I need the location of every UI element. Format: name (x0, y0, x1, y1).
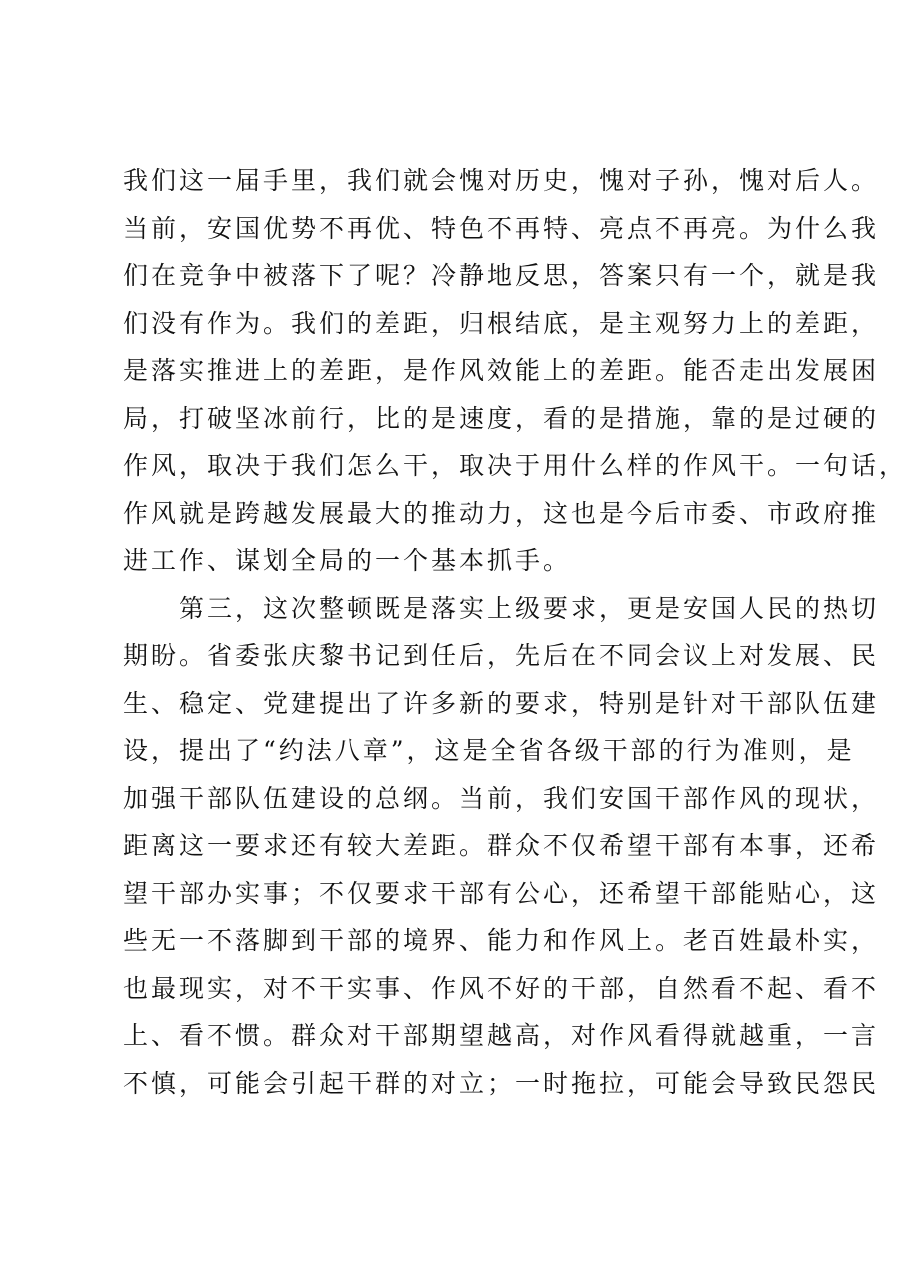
text-line: 望干部办实事；不仅要求干部有公心，还希望干部能贴心，这 (123, 878, 880, 908)
text-line: 们没有作为。我们的差距，归根结底，是主观努力上的差距， (123, 308, 880, 338)
text-line: 作风就是跨越发展最大的推动力，这也是今后市委、市政府推 (123, 498, 880, 528)
text-line: 期盼。省委张庆黎书记到任后，先后在不同会议上对发展、民 (123, 641, 880, 670)
text-line: 第三，这次整顿既是落实上级要求，更是安国人民的热切 (123, 593, 880, 623)
text-line: 作风，取决于我们怎么干，取决于用什么样的作风干。一句话， (123, 451, 908, 480)
text-line: 不慎，可能会引起干群的对立；一时拖拉，可能会导致民怨民 (123, 1068, 880, 1098)
text-line: 加强干部队伍建设的总纲。当前，我们安国干部作风的现状， (123, 783, 880, 813)
text-line: 进工作、谋划全局的一个基本抓手。 (123, 546, 572, 575)
text-line: 局，打破坚冰前行，比的是速度，看的是措施，靠的是过硬的 (123, 403, 880, 433)
text-line: 设，提出了“约法八章”，这是全省各级干部的行为准则，是 (123, 736, 855, 765)
text-line: 生、稳定、党建提出了许多新的要求，特别是针对干部队伍建 (123, 688, 880, 718)
text-line: 我们这一届手里，我们就会愧对历史，愧对子孙，愧对后人。 (123, 166, 880, 195)
text-line: 是落实推进上的差距，是作风效能上的差距。能否走出发展困 (123, 356, 880, 385)
text-line: 也最现实，对不干实事、作风不好的干部，自然看不起、看不 (123, 973, 880, 1003)
text-line: 上、看不惯。群众对干部期望越高，对作风看得就越重，一言 (123, 1021, 880, 1050)
body-text (123, 165, 908, 1115)
text-line: 些无一不落脚到干部的境界、能力和作风上。老百姓最朴实， (123, 926, 880, 955)
text-line: 当前，安国优势不再优、特色不再特、亮点不再亮。为什么我 (123, 213, 880, 243)
text-line: 距离这一要求还有较大差距。群众不仅希望干部有本事，还希 (123, 831, 880, 860)
text-line: 们在竞争中被落下了呢？冷静地反思，答案只有一个，就是我 (123, 261, 880, 290)
